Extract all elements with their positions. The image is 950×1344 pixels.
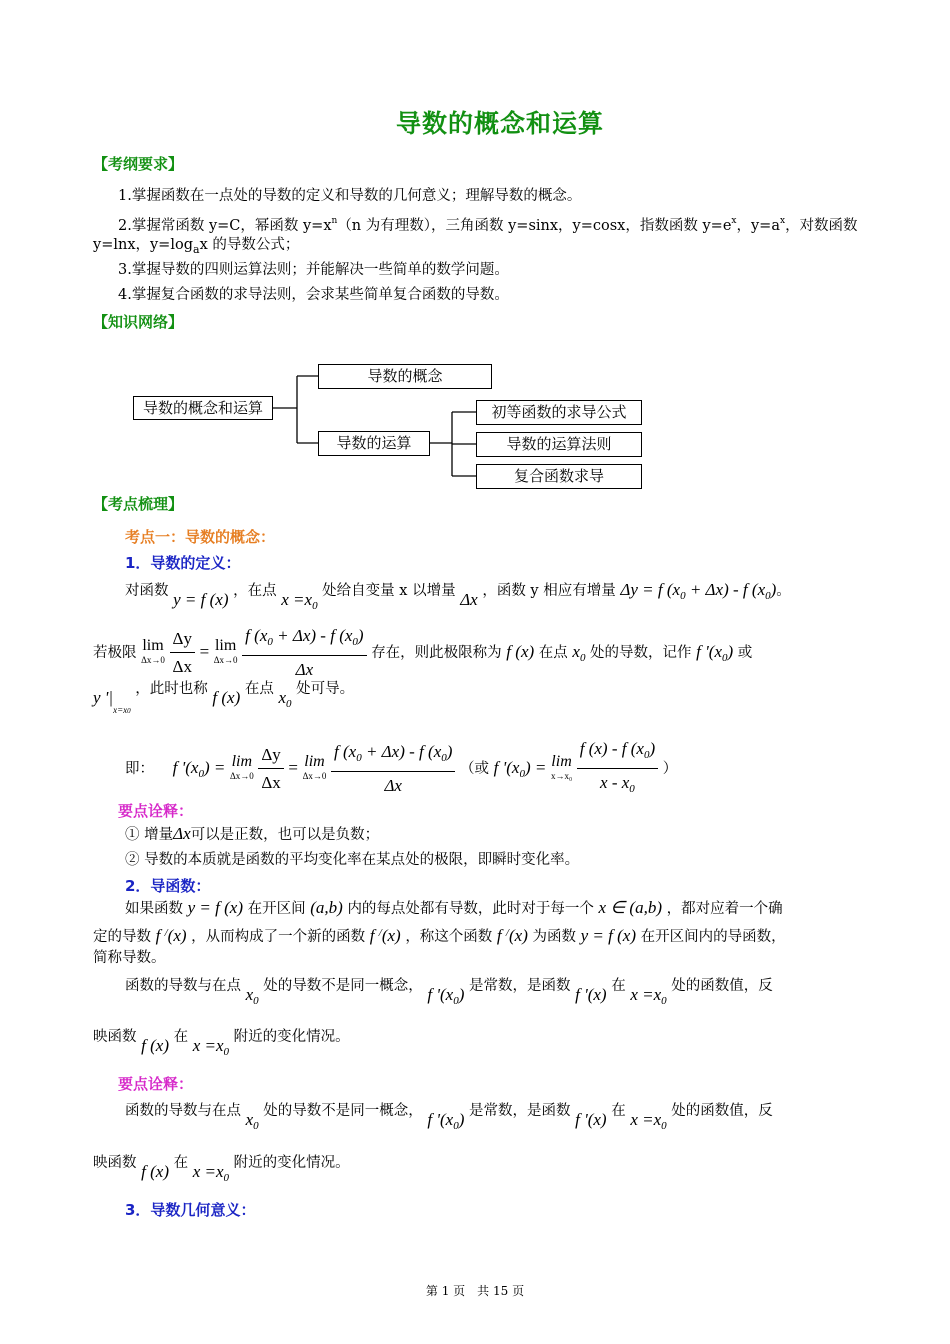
derivative-function-line-2: 定的导数 f /(x) ，从而构成了一个新的函数 f /(x) ，称这个函数 f /(x) 为函数 y = f (x) 在开区间内的导函数， bbox=[93, 926, 786, 945]
requirement-1: 1.掌握函数在一点处的导数的定义和导数的几何意义；理解导数的概念。 bbox=[118, 188, 582, 204]
network-rules-box: 导数的运算法则 bbox=[476, 432, 642, 457]
requirement-3: 3.掌握导数的四则运算法则；并能解决一些简单的数学问题。 bbox=[118, 262, 509, 278]
network-root-box: 导数的概念和运算 bbox=[133, 396, 273, 420]
geometric-meaning-heading: 3．导数几何意义： bbox=[125, 1201, 256, 1219]
network-operation-box: 导数的运算 bbox=[318, 431, 430, 456]
network-connectors bbox=[0, 0, 950, 500]
note-1: ① 增量Δx可以是正数，也可以是负数； bbox=[125, 824, 380, 843]
page-title: 导数的概念和运算 bbox=[395, 109, 604, 138]
explanation-2-line-2: 映函数 f (x) 在 $x =x_0$ 附近的变化情况。 bbox=[93, 1155, 350, 1184]
network-concept-box: 导数的概念 bbox=[318, 364, 492, 389]
explanation-2-line-1: 函数的导数与在点 $x_0$ 处的导数不是同一概念， f '$(x_0)$ 是常数，是函数 f '(x) 在 $x =x_0$ 处的函数值，反 bbox=[125, 1103, 773, 1132]
derivative-function-line-3: 简称导数。 bbox=[93, 950, 166, 966]
derivative-function-line-1: 如果函数 y = f (x) 在开区间 (a,b) 内的每点处都有导数，此时对于每一个 x ∈ (a,b) ，都对应着一个确 bbox=[125, 898, 783, 917]
definition-line-2: 若极限 lim Δx→0 $\frac{\Delta y}{\Delta x}$ = lim Δx→0 $\frac{f (x_0 + \Delta x) - f (x_0)}{\Delta x}$ 存在，则此极限称为 f (x) 在点 $x_0$ 处的导数，记作 f '$(x_0)$ 或 bbox=[93, 626, 753, 679]
section-exam-requirements: 【考纲要求】 bbox=[93, 155, 184, 173]
network-formula-box: 初等函数的求导公式 bbox=[476, 400, 642, 425]
network-composite-box: 复合函数求导 bbox=[476, 464, 642, 489]
note-heading-1: 要点诠释： bbox=[118, 802, 194, 820]
section-knowledge-network: 【知识网络】 bbox=[93, 313, 184, 331]
definition-line-3: y '$|_{x=x0}$ ，此时也称 f (x) 在点 $x_0$ 处可导。 bbox=[93, 681, 355, 715]
requirement-4: 4.掌握复合函数的求导法则，会求某些简单复合函数的导数。 bbox=[118, 287, 509, 303]
note-2: ② 导数的本质就是函数的平均变化率在某点处的极限，即瞬时变化率。 bbox=[125, 852, 580, 868]
requirement-2-cont: y=lnx，$y=\log_ax$ 的导数公式； bbox=[93, 237, 300, 256]
note-heading-2: 要点诠释： bbox=[118, 1075, 194, 1093]
page-footer: 第 1 页 共 15 页 bbox=[425, 1284, 525, 1298]
definition-line-1: 对函数 y = f (x) ，在点 $x =x_0$ 处给自变量 x 以增量 Δx ，函数 y 相应有增量 Δy = f $(x_0 + \Delta x) - f$ $(x_0)$。 bbox=[125, 580, 791, 612]
section-key-points: 【考点梳理】 bbox=[93, 495, 184, 513]
point-1-heading: 考点一：导数的概念： bbox=[125, 528, 276, 546]
requirement-2: 2.掌握常函数 y=C，幂函数 $y=x^n(n$ 为有理数），三角函数 y=sinx，y=cosx，指数函数 $y=e^x$，$y=a^x$，对数函数 bbox=[118, 216, 858, 234]
derivative-formula: 即： f '$(x_0)$ = lim Δx→0 $\frac{\Delta y}{\Delta x}$ = lim Δx→0 $\frac{f (x_0 + \Delta x) - f (x_0)}{\Delta x}$ （或 f '$(x_0)$ = lim x→x₀ $\frac{f (x) - f (x_0)}{x - x_0}$ ） bbox=[125, 739, 678, 795]
derivative-definition-heading: 1．导数的定义： bbox=[125, 554, 241, 572]
explanation-1-line-2: 映函数 f (x) 在 $x =x_0$ 附近的变化情况。 bbox=[93, 1029, 350, 1058]
explanation-1-line-1: 函数的导数与在点 $x_0$ 处的导数不是同一概念， f '$(x_0)$ 是常数，是函数 f '(x) 在 $x =x_0$ 处的函数值，反 bbox=[125, 978, 773, 1007]
derivative-function-heading: 2．导函数： bbox=[125, 877, 211, 895]
